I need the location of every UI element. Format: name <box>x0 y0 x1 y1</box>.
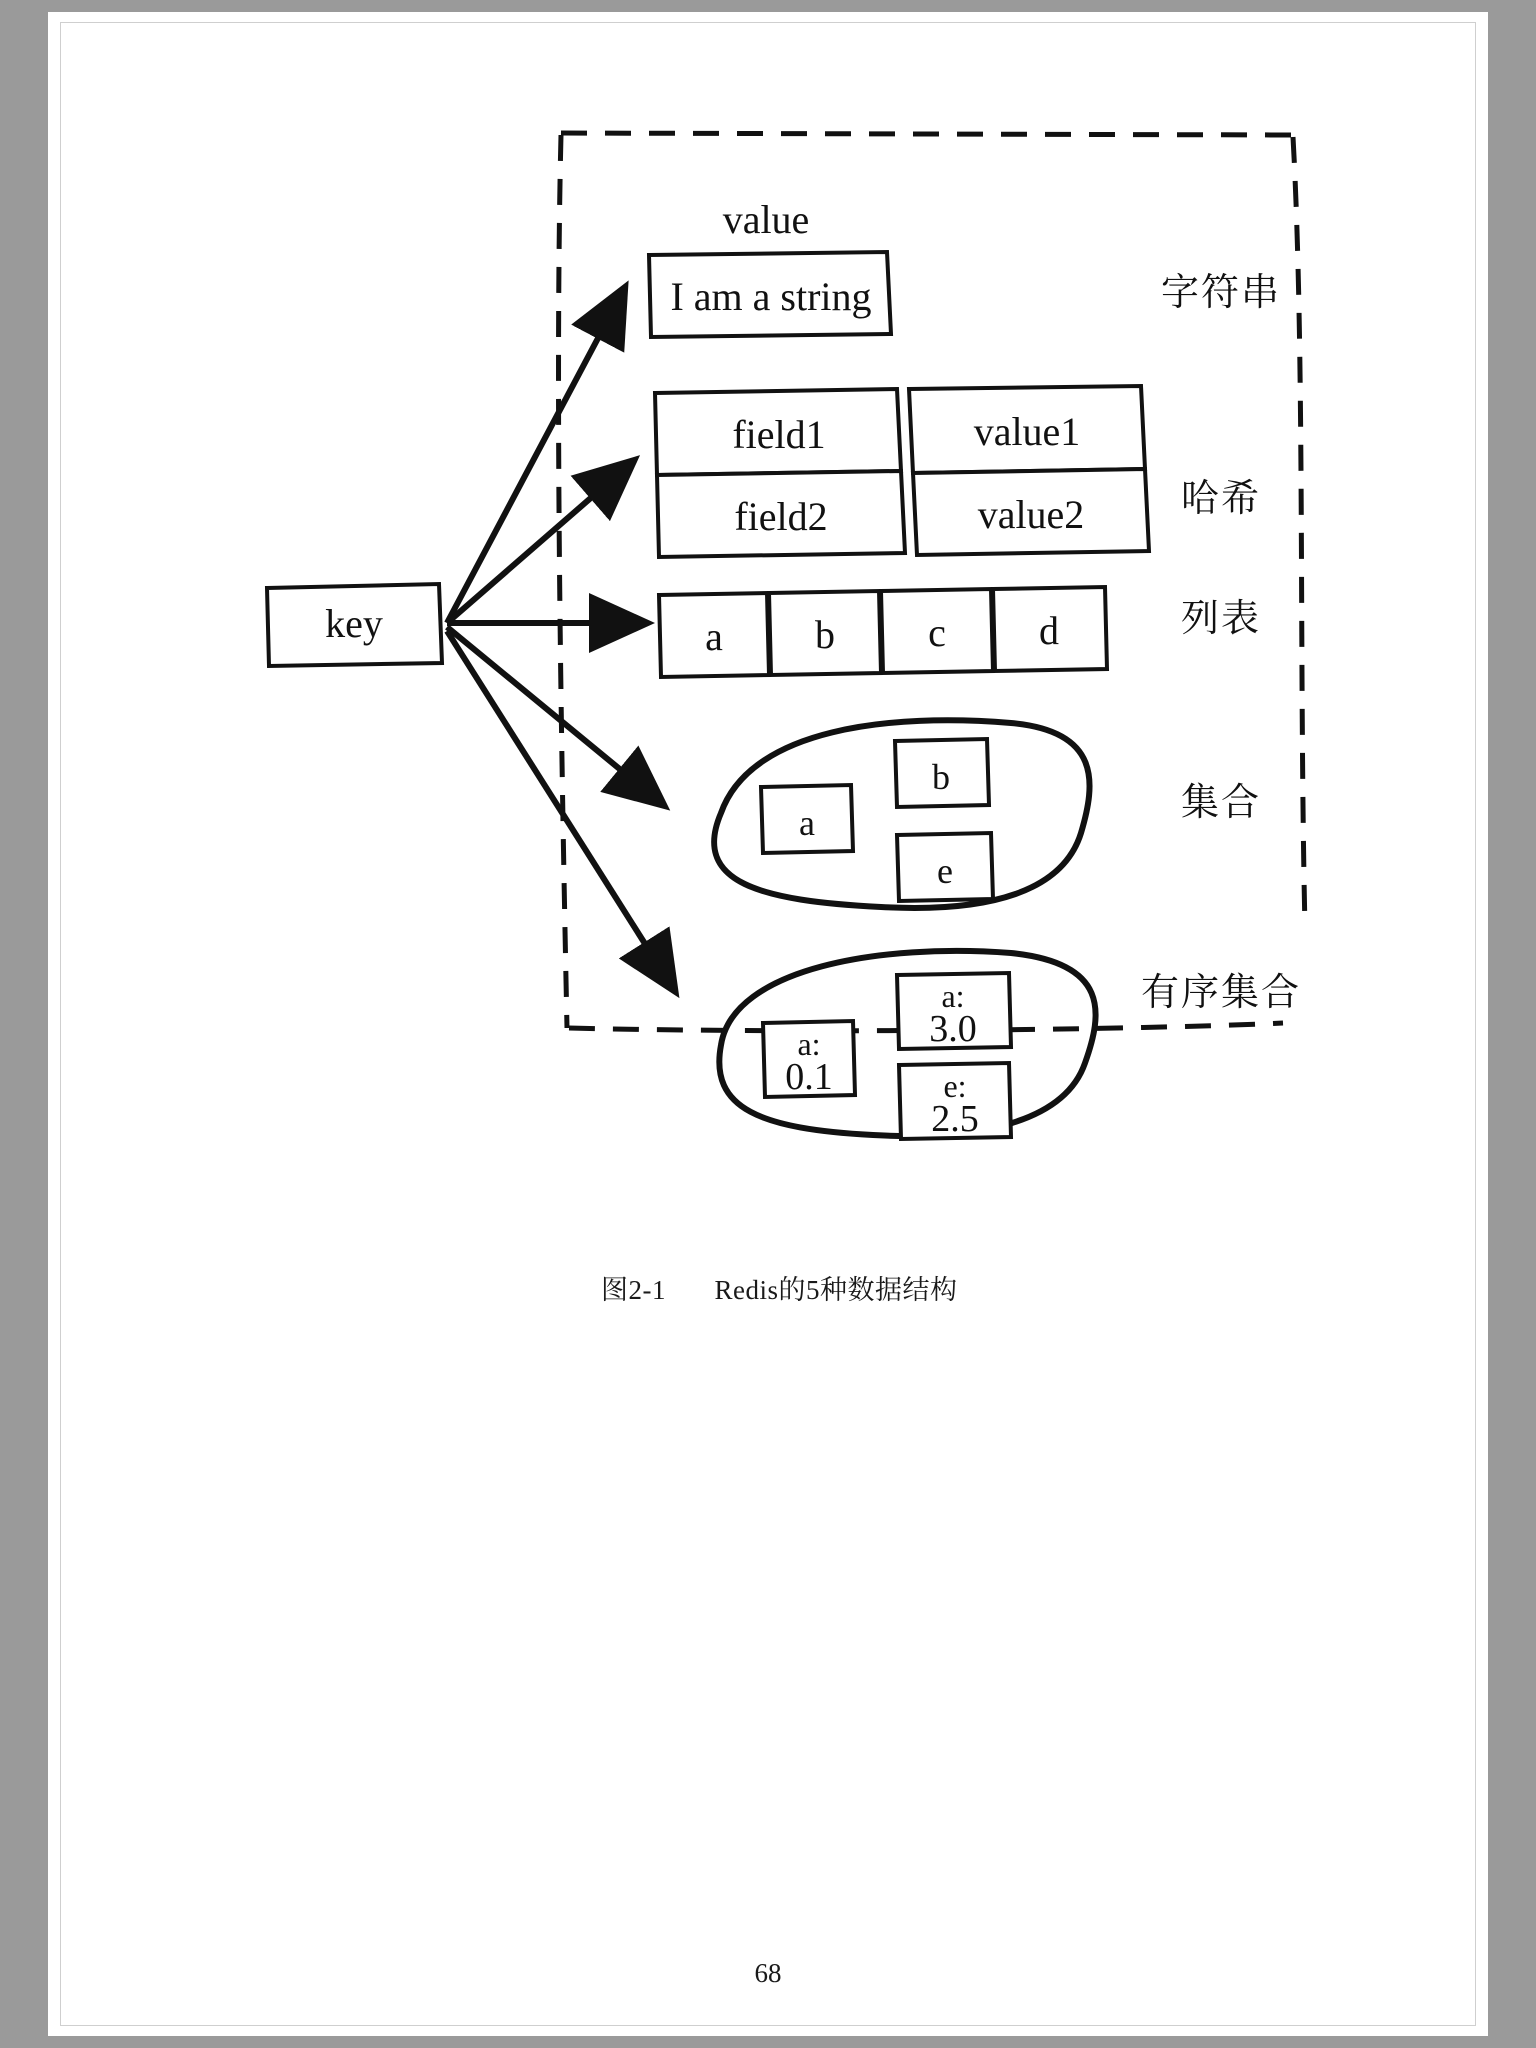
key-box-label: key <box>325 601 383 646</box>
set-group <box>714 720 1089 908</box>
zset-score-1: 3.0 <box>929 1008 977 1050</box>
value-column-header: value <box>722 197 810 242</box>
page-content-frame <box>60 22 1476 2026</box>
set-item-0: a <box>799 803 815 843</box>
list-item-0: a <box>705 614 723 659</box>
list-item-2: c <box>928 610 946 655</box>
set-item-1: b <box>932 757 950 797</box>
type-label-zset: 有序集合 <box>1140 970 1302 1014</box>
key-box <box>267 584 442 666</box>
hash-value-2: value2 <box>977 492 1085 537</box>
zset-member-0: a: <box>797 1026 821 1062</box>
document-page <box>48 12 1488 2036</box>
list-item-1: b <box>815 612 835 657</box>
type-label-list: 列表 <box>1180 596 1262 640</box>
list-item-3: d <box>1039 608 1059 653</box>
hash-value-1: value1 <box>973 409 1081 454</box>
string-value-box <box>649 252 891 337</box>
type-label-set: 集合 <box>1180 780 1262 824</box>
page-number: 68 <box>754 1958 782 1988</box>
string-value-label: I am a string <box>670 274 872 319</box>
figure-caption <box>601 1268 958 1307</box>
figure-redis-data-structures <box>61 23 1477 1203</box>
zset-score-2: 2.5 <box>931 1098 979 1140</box>
figure-caption-label: 图2-1 <box>601 1275 666 1305</box>
set-item-2: e <box>937 851 953 891</box>
zset-member-1: a: <box>941 978 965 1014</box>
type-label-string: 字符串 <box>1160 270 1282 314</box>
hash-field-1: field1 <box>732 412 826 457</box>
zset-member-2: e: <box>943 1068 967 1104</box>
hash-field-2: field2 <box>734 494 828 539</box>
type-label-hash: 哈希 <box>1180 476 1262 520</box>
zset-score-0: 0.1 <box>785 1056 833 1098</box>
zset-group <box>719 951 1095 1140</box>
figure-caption-text: Redis的5种数据结构 <box>714 1275 958 1305</box>
